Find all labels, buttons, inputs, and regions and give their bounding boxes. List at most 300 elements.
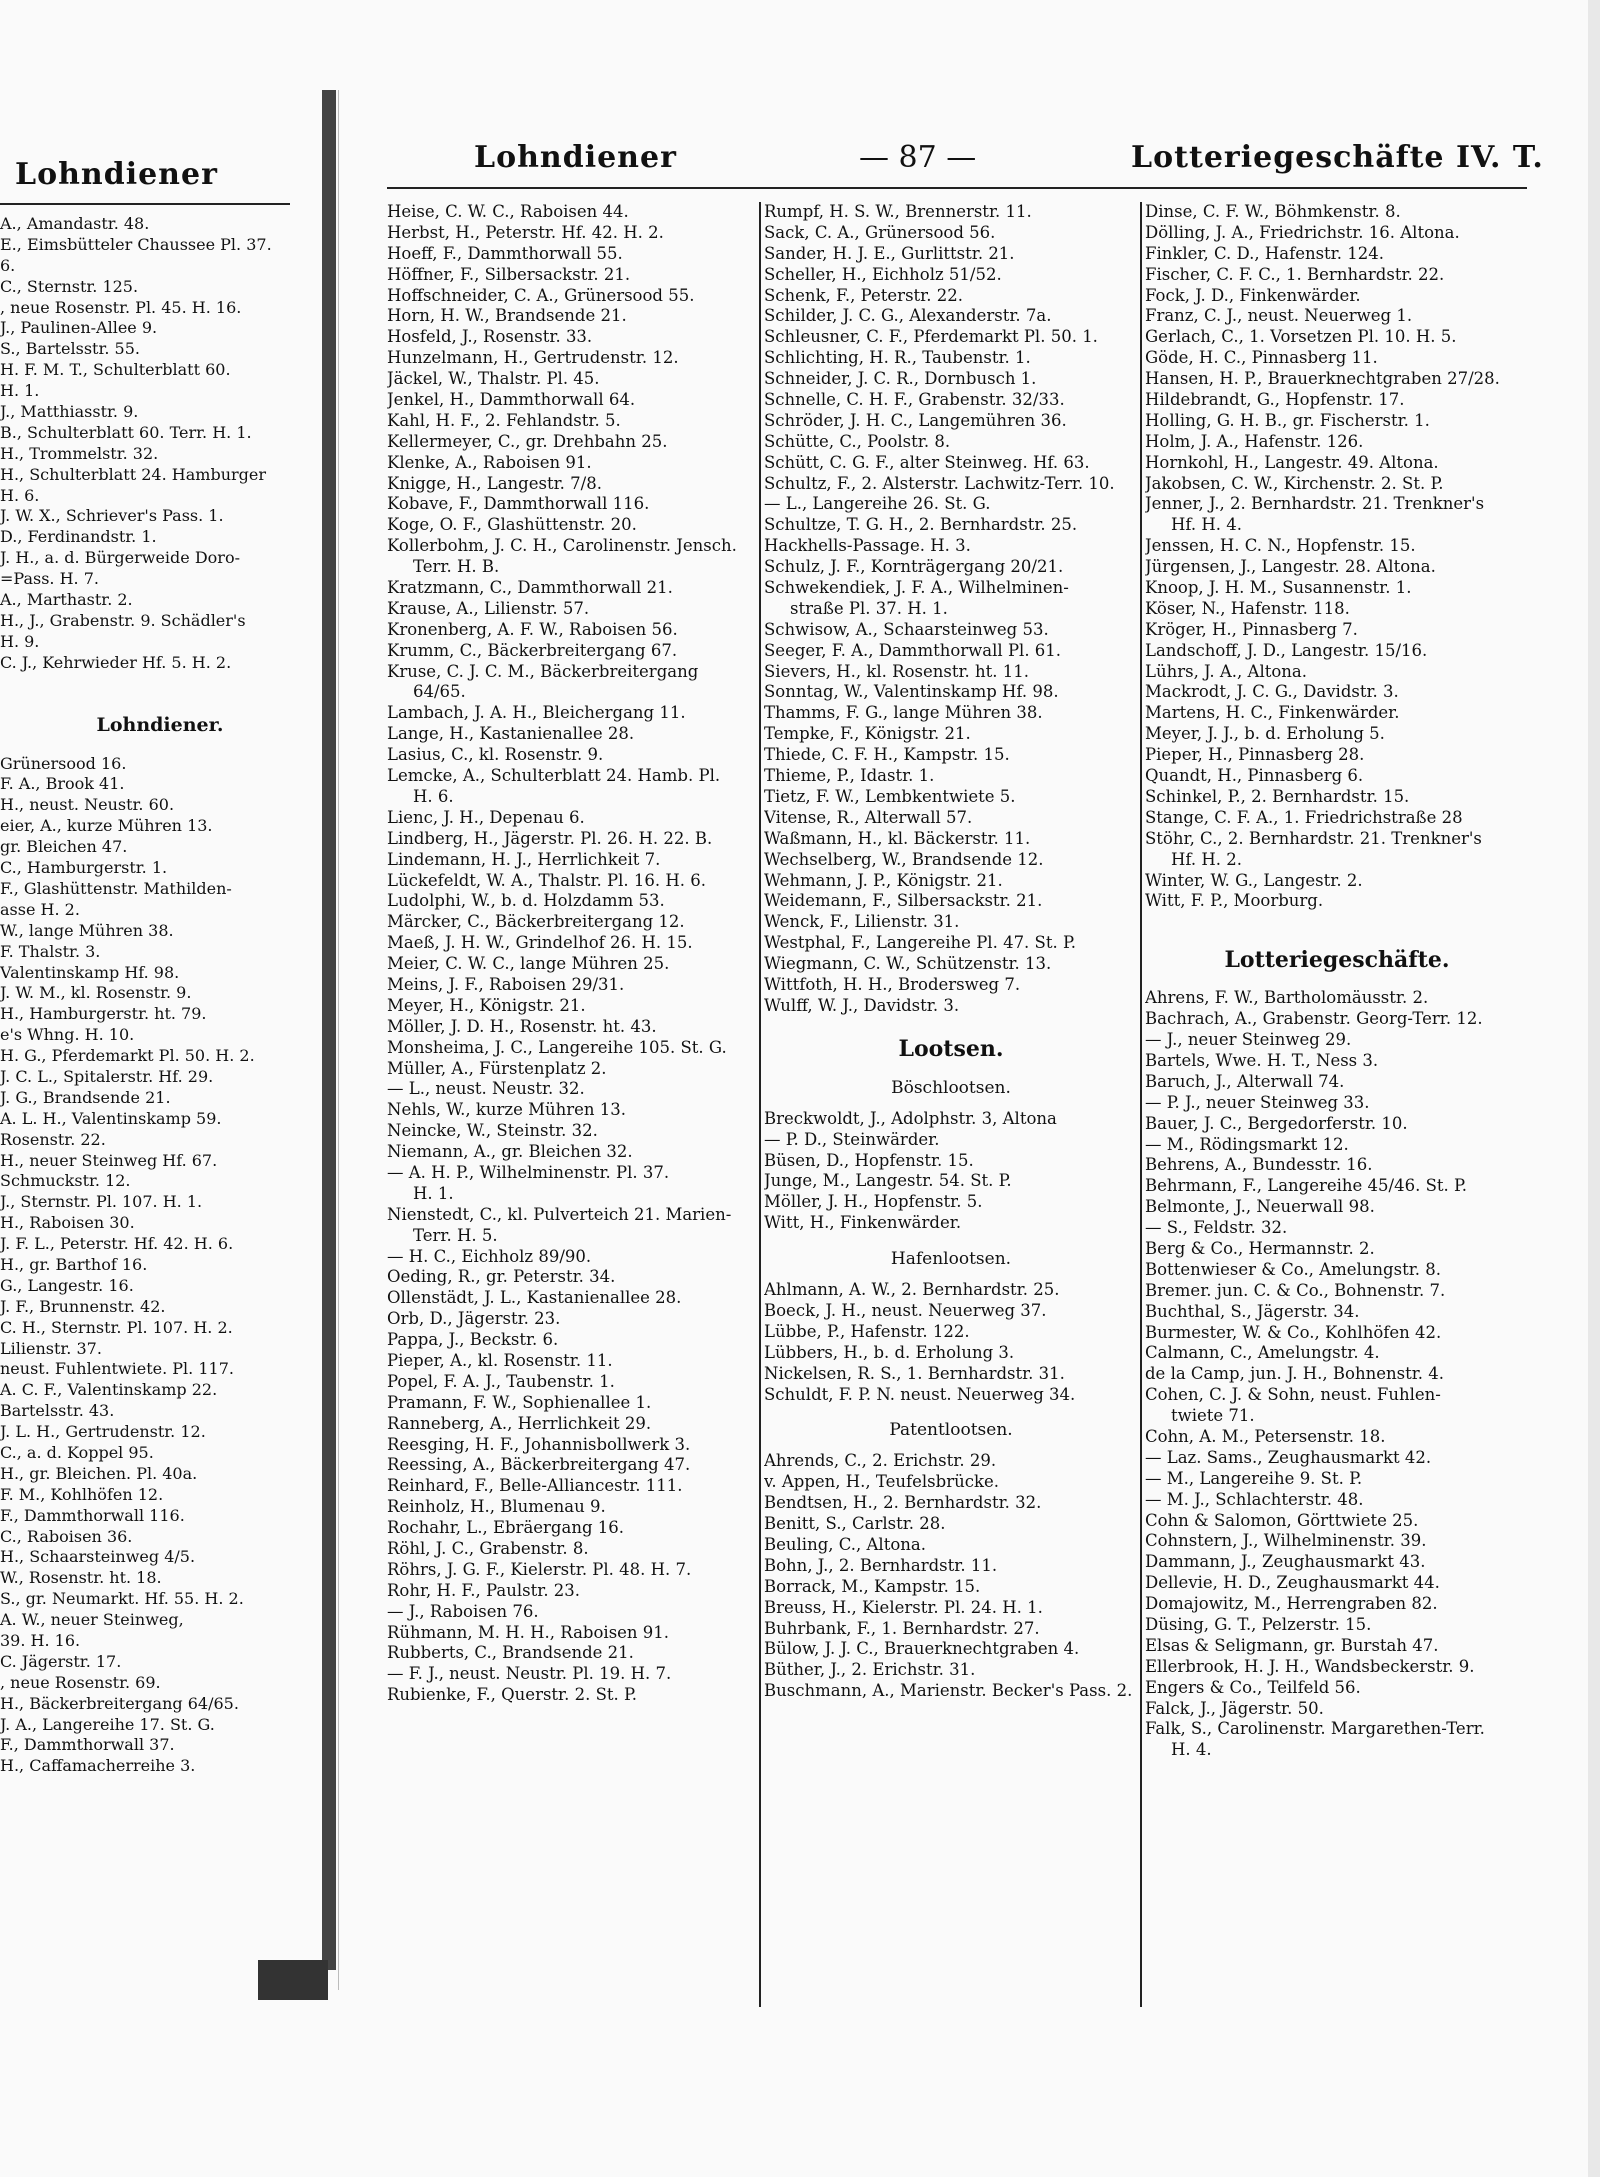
directory-entry: J. W. X., Schriever's Pass. 1.	[0, 506, 224, 526]
directory-entry: Burmester, W. & Co., Kohlhöfen 42.	[1145, 1322, 1442, 1342]
directory-entry: Cohen, C. J. & Sohn, neust. Fuhlen-	[1145, 1385, 1441, 1405]
directory-entry: H., neust. Neustr. 60.	[0, 795, 175, 815]
directory-entry: Witt, F. P., Moorburg.	[1145, 891, 1324, 911]
directory-entry: Calmann, C., Amelungstr. 4.	[1145, 1343, 1380, 1363]
directory-entry: Pramann, F. W., Sophienallee 1.	[387, 1392, 652, 1412]
directory-entry: Kollerbohm, J. C. H., Carolinenstr. Jensch.	[387, 536, 737, 556]
directory-entry: Falck, J., Jägerstr. 50.	[1145, 1698, 1324, 1718]
directory-entry: Ahlmann, A. W., 2. Bernhardstr. 25.	[764, 1280, 1060, 1300]
directory-entry: F., Dammthorwall 116.	[0, 1505, 185, 1525]
directory-entry: Schlichting, H. R., Taubenstr. 1.	[764, 348, 1031, 368]
directory-entry: H. 1.	[413, 1183, 454, 1203]
directory-entry: Waßmann, H., kl. Bäckerstr. 11.	[764, 828, 1031, 848]
directory-entry: Dinse, C. F. W., Böhmkenstr. 8.	[1145, 202, 1401, 221]
directory-entry: Dammann, J., Zeughausmarkt 43.	[1145, 1552, 1426, 1572]
directory-entry: Hunzelmann, H., Gertrudenstr. 12.	[387, 348, 679, 368]
directory-entry: , neue Rosenstr. Pl. 45. H. 16.	[0, 297, 242, 317]
directory-entry: Ranneberg, A., Herrlichkeit 29.	[387, 1413, 652, 1433]
directory-entry: J., Matthiasstr. 9.	[0, 402, 139, 422]
directory-entry: Jenssen, H. C. N., Hopfenstr. 15.	[1145, 536, 1416, 556]
directory-page	[338, 90, 1600, 1990]
directory-entry: Jürgensen, J., Langestr. 28. Altona.	[1145, 557, 1436, 577]
directory-entry: Behrens, A., Bundesstr. 16.	[1145, 1155, 1373, 1175]
directory-entry: Bottenwieser & Co., Amelungstr. 8.	[1145, 1259, 1442, 1279]
directory-entry: Winter, W. G., Langestr. 2.	[1145, 870, 1363, 890]
directory-entry: Belmonte, J., Neuerwall 98.	[1145, 1197, 1375, 1217]
directory-entry: Gerlach, C., 1. Vorsetzen Pl. 10. H. 5.	[1145, 327, 1457, 347]
directory-entry: Popel, F. A. J., Taubenstr. 1.	[387, 1371, 615, 1391]
directory-entry: Quandt, H., Pinnasberg 6.	[1145, 766, 1364, 786]
directory-entry: Benitt, S., Carlstr. 28.	[764, 1514, 946, 1534]
directory-entry: Jäckel, W., Thalstr. Pl. 45.	[387, 369, 600, 389]
directory-entry: Schulz, J. F., Kornträgergang 20/21.	[764, 557, 1064, 577]
subheading-boeschlootsen: Böschlootsen.	[891, 1077, 1011, 1098]
directory-entry: Hoffschneider, C. A., Grünersood 55.	[387, 285, 695, 305]
lotteriegeschaefte-list	[1145, 988, 1529, 1761]
directory-entry: Junge, M., Langestr. 54. St. P.	[764, 1171, 1012, 1191]
directory-entry: Buhrbank, F., 1. Bernhardstr. 27.	[764, 1618, 1040, 1638]
directory-entry: Scheller, H., Eichholz 51/52.	[764, 264, 1002, 284]
directory-entry: — Laz. Sams., Zeughausmarkt 42.	[1145, 1447, 1432, 1467]
directory-entry: W., Rosenstr. ht. 18.	[0, 1568, 162, 1588]
directory-entry: Buchthal, S., Jägerstr. 34.	[1145, 1301, 1360, 1321]
directory-entry: H., Raboisen 30.	[0, 1213, 135, 1233]
directory-entry: Krause, A., Lilienstr. 57.	[387, 598, 590, 618]
directory-entry: Thamms, F. G., lange Mühren 38.	[764, 703, 1043, 723]
directory-entry: F. M., Kohlhöfen 12.	[0, 1484, 164, 1504]
directory-entry: Cohn & Salomon, Görttwiete 25.	[1145, 1510, 1419, 1530]
directory-entry: Köser, N., Hafenstr. 118.	[1145, 598, 1350, 618]
directory-entry: H., Hamburgerstr. ht. 79.	[0, 1004, 207, 1024]
patentlootsen-list	[764, 1451, 1138, 1702]
directory-entry: Lübbers, H., b. d. Erholung 3.	[764, 1342, 1015, 1362]
directory-entry: Hf. H. 2.	[1171, 849, 1243, 869]
directory-entry: — M., Langereihe 9. St. P.	[1145, 1468, 1363, 1488]
directory-entry: straße Pl. 37. H. 1.	[790, 598, 948, 618]
directory-entry: Pieper, A., kl. Rosenstr. 11.	[387, 1350, 613, 1370]
section-heading-lootsen: Lootsen.	[898, 1035, 1004, 1062]
directory-entry: S., gr. Neumarkt. Hf. 55. H. 2.	[0, 1589, 244, 1609]
directory-entry: 39. H. 16.	[0, 1631, 81, 1650]
directory-entry: — L., Langereihe 26. St. G.	[764, 494, 991, 514]
directory-entry: Cohn, A. M., Petersenstr. 18.	[1145, 1426, 1386, 1446]
directory-entry: Fischer, C. F. C., 1. Bernhardstr. 22.	[1145, 264, 1445, 284]
column-3	[1145, 202, 1529, 1761]
directory-entry: Dölling, J. A., Friedrichstr. 16. Altona.	[1145, 222, 1460, 242]
directory-entry: Lambach, J. A. H., Bleichergang 11.	[387, 703, 686, 723]
directory-entry: Beuling, C., Altona.	[764, 1534, 926, 1554]
lohndiener-continued-list	[764, 202, 1138, 1017]
directory-entry: Maeß, J. H. W., Grindelhof 26. H. 15.	[387, 933, 693, 953]
header-rule	[387, 187, 1527, 189]
directory-entry: Heise, C. W. C., Raboisen 44.	[387, 202, 629, 221]
previous-page-fragment	[0, 95, 320, 1975]
directory-entry: Lange, H., Kastanienallee 28.	[387, 724, 635, 744]
directory-entry: H., Schulterblatt 24. Hamburger	[0, 464, 266, 484]
directory-entry: — H. C., Eichholz 89/90.	[387, 1246, 592, 1266]
directory-entry: Bartels, Wwe. H. T., Ness 3.	[1145, 1050, 1379, 1070]
directory-entry: Ahrends, C., 2. Erichstr. 29.	[764, 1451, 997, 1471]
directory-entry: Monsheima, J. C., Langereihe 105. St. G.	[387, 1037, 727, 1057]
directory-entry: Ludolphi, W., b. d. Holzdamm 53.	[387, 891, 665, 911]
directory-entry: Lührs, J. A., Altona.	[1145, 661, 1307, 681]
column-divider	[1140, 202, 1142, 2007]
directory-entry: B., Schulterblatt 60. Terr. H. 1.	[0, 422, 252, 442]
directory-entry: D., Ferdinandstr. 1.	[0, 527, 157, 547]
directory-entry: Hackhells-Passage. H. 3.	[764, 536, 971, 556]
directory-entry: — M. J., Schlachterstr. 48.	[1145, 1489, 1364, 1509]
directory-entry: H. 4.	[1171, 1740, 1212, 1760]
directory-entry: H., Caffamacherreihe 3.	[0, 1756, 196, 1776]
page-edge	[1588, 0, 1600, 2177]
directory-entry: Boeck, J. H., neust. Neuerweg 37.	[764, 1300, 1047, 1320]
directory-entry: Weidemann, F., Silbersackstr. 21.	[764, 891, 1043, 911]
directory-entry: Sander, H. J. E., Gurlittstr. 21.	[764, 243, 1015, 263]
directory-entry: Sievers, H., kl. Rosenstr. ht. 11.	[764, 661, 1030, 681]
directory-entry: H. 6.	[0, 485, 40, 505]
directory-entry: Hansen, H. P., Brauerknechtgraben 27/28.	[1145, 369, 1500, 389]
directory-entry: Falk, S., Carolinenstr. Margarethen-Terr.	[1145, 1719, 1485, 1739]
directory-entry: Schwekendiek, J. F. A., Wilhelminen-	[764, 578, 1069, 598]
directory-entry: neust. Fuhlentwiete. Pl. 117.	[0, 1359, 234, 1379]
directory-entry: Büther, J., 2. Erichstr. 31.	[764, 1660, 976, 1680]
directory-entry: Schütte, C., Poolstr. 8.	[764, 431, 951, 451]
directory-entry: — J., neuer Steinweg 29.	[1145, 1030, 1352, 1050]
directory-entry: 64/65.	[413, 682, 466, 702]
directory-entry: Röhl, J. C., Grabenstr. 8.	[387, 1539, 589, 1558]
directory-entry: H. 1.	[0, 381, 40, 401]
directory-entry: Berg & Co., Hermannstr. 2.	[1145, 1238, 1375, 1258]
directory-entry: — P. D., Steinwärder.	[764, 1129, 940, 1149]
directory-entry: Grünersood 16.	[0, 753, 127, 773]
directory-entry: W., lange Mühren 38.	[0, 920, 174, 940]
directory-entry: Nehls, W., kurze Mühren 13.	[387, 1100, 627, 1120]
directory-entry: Schröder, J. H. C., Langemühren 36.	[764, 410, 1067, 430]
directory-entry: — S., Feldstr. 32.	[1145, 1218, 1288, 1238]
directory-entry: F., Glashüttenstr. Mathilden-	[0, 878, 232, 898]
directory-entry: Lohndiener.	[96, 713, 224, 736]
directory-entry: Ollenstädt, J. L., Kastanienallee 28.	[387, 1288, 682, 1308]
directory-entry: Göde, H. C., Pinnasberg 11.	[1145, 348, 1378, 368]
directory-entry: J. L. H., Gertrudenstr. 12.	[0, 1422, 206, 1442]
directory-entry: 6.	[0, 255, 16, 275]
directory-entry: Orb, D., Jägerstr. 23.	[387, 1309, 561, 1329]
directory-entry: Jenkel, H., Dammthorwall 64.	[387, 390, 636, 410]
directory-entry: Rühmann, M. H. H., Raboisen 91.	[387, 1622, 670, 1642]
directory-entry: Westphal, F., Langereihe Pl. 47. St. P.	[764, 933, 1076, 953]
column-divider	[759, 202, 761, 2007]
directory-entry: Cohnstern, J., Wilhelminenstr. 39.	[1145, 1531, 1427, 1551]
directory-entry: G., Langestr. 16.	[0, 1275, 134, 1295]
directory-entry: Kellermeyer, C., gr. Drehbahn 25.	[387, 431, 668, 451]
directory-entry: — M., Rödingsmarkt 12.	[1145, 1134, 1349, 1154]
directory-entry: eier, A., kurze Mühren 13.	[0, 816, 213, 836]
directory-entry: Breckwoldt, J., Adolphstr. 3, Altona	[764, 1108, 1057, 1128]
directory-entry: Koge, O. F., Glashüttenstr. 20.	[387, 515, 637, 535]
page-number: — 87 —	[859, 140, 977, 175]
directory-entry: Oeding, R., gr. Peterstr. 34.	[387, 1267, 616, 1287]
directory-entry: twiete 71.	[1171, 1406, 1255, 1426]
directory-entry: Bauer, J. C., Bergedorferstr. 10.	[1145, 1113, 1408, 1133]
running-head-left: Lohndiener	[474, 140, 677, 175]
directory-entry: Hf. H. 4.	[1171, 515, 1243, 535]
left-page-header: Lohndiener	[15, 157, 218, 192]
directory-entry: Meins, J. F., Raboisen 29/31.	[387, 974, 625, 994]
directory-entry: J., Sternstr. Pl. 107. H. 1.	[0, 1192, 203, 1212]
directory-entry: Lemcke, A., Schulterblatt 24. Hamb. Pl.	[387, 766, 721, 786]
directory-entry: H., neuer Steinweg Hf. 67.	[0, 1150, 218, 1170]
directory-entry: Rubberts, C., Brandsende 21.	[387, 1643, 634, 1663]
directory-entry: Wenck, F., Lilienstr. 31.	[764, 912, 960, 932]
directory-entry: Möller, J. H., Hopfenstr. 5.	[764, 1192, 983, 1212]
directory-entry: Buschmann, A., Marienstr. Becker's Pass. 2.	[764, 1681, 1133, 1701]
directory-entry: Märcker, C., Bäckerbreitergang 12.	[387, 912, 685, 932]
directory-entry: Ahrens, F. W., Bartholomäusstr. 2.	[1145, 988, 1429, 1008]
subheading-patentlootsen: Patentlootsen.	[889, 1420, 1013, 1441]
directory-entry: Höffner, F., Silbersackstr. 21.	[387, 264, 631, 284]
directory-entry: — J., Raboisen 76.	[387, 1601, 539, 1621]
directory-entry: J. F. L., Peterstr. Hf. 42. H. 6.	[0, 1234, 234, 1254]
directory-entry: Ellerbrook, H. J. H., Wandsbeckerstr. 9.	[1145, 1656, 1475, 1676]
directory-entry: Pappa, J., Beckstr. 6.	[387, 1330, 559, 1350]
directory-entry: F., Dammthorwall 37.	[0, 1735, 175, 1755]
directory-entry: Düsing, G. T., Pelzerstr. 15.	[1145, 1615, 1372, 1634]
directory-entry: Fock, J. D., Finkenwärder.	[1145, 285, 1361, 305]
directory-entry: Domajowitz, M., Herrengraben 82.	[1145, 1594, 1438, 1614]
directory-entry: Meyer, H., Königstr. 21.	[387, 995, 586, 1015]
directory-entry: Schenk, F., Peterstr. 22.	[764, 285, 963, 305]
directory-entry: Sack, C. A., Grünersood 56.	[764, 222, 996, 242]
directory-entry: Jenner, J., 2. Bernhardstr. 21. Trenkner's	[1145, 494, 1485, 514]
directory-entry: Hosfeld, J., Rosenstr. 33.	[387, 327, 593, 347]
directory-entry: Meier, C. W. C., lange Mühren 25.	[387, 954, 670, 974]
directory-entry: A., Amandastr. 48.	[0, 214, 150, 233]
directory-entry: H., gr. Barthof 16.	[0, 1254, 148, 1274]
directory-entry: Niemann, A., gr. Bleichen 32.	[387, 1142, 633, 1162]
directory-entry: Vitense, R., Alterwall 57.	[764, 807, 973, 827]
directory-entry: C. J., Kehrwieder Hf. 5. H. 2.	[0, 652, 232, 672]
directory-entry: C., Sternstr. 125.	[0, 276, 139, 296]
directory-entry: Schwisow, A., Schaarsteinweg 53.	[764, 619, 1049, 639]
directory-entry: Schuldt, F. P. N. neust. Neuerweg 34.	[764, 1384, 1076, 1404]
directory-entry: Reesging, H. F., Johannisbollwerk 3.	[387, 1434, 691, 1454]
directory-entry: F. Thalstr. 3.	[0, 941, 101, 961]
directory-entry: Schultze, T. G. H., 2. Bernhardstr. 25.	[764, 515, 1078, 535]
directory-entry: Stöhr, C., 2. Bernhardstr. 21. Trenkner's	[1145, 828, 1482, 848]
directory-entry: Lienc, J. H., Depenau 6.	[387, 807, 585, 827]
directory-entry: A. W., neuer Steinweg,	[0, 1610, 184, 1630]
directory-entry: H., Schaarsteinweg 4/5.	[0, 1547, 196, 1567]
directory-entry: Schultz, F., 2. Alsterstr. Lachwitz-Terr. 10.	[764, 473, 1115, 493]
directory-entry: Witt, H., Finkenwärder.	[764, 1213, 962, 1233]
directory-entry: J. G., Brandsende 21.	[0, 1087, 171, 1107]
directory-entry: Lübbe, P., Hafenstr. 122.	[764, 1321, 970, 1341]
directory-entry: e's Whng. H. 10.	[0, 1025, 135, 1045]
directory-entry: Klenke, A., Raboisen 91.	[387, 452, 592, 472]
directory-entry: A. C. F., Valentinskamp 22.	[0, 1380, 218, 1400]
directory-entry: Müller, A., Fürstenplatz 2.	[387, 1058, 607, 1078]
directory-entry: Martens, H. C., Finkenwärder.	[1145, 703, 1400, 723]
directory-entry: Bremer. jun. C. & Co., Bohnenstr. 7.	[1145, 1280, 1446, 1300]
directory-entry: A., Marthastr. 2.	[0, 590, 133, 610]
directory-entry: — P. J., neuer Steinweg 33.	[1145, 1092, 1370, 1112]
directory-entry: Mackrodt, J. C. G., Davidstr. 3.	[1145, 682, 1399, 702]
directory-entry: Bülow, J. J. C., Brauerknechtgraben 4.	[764, 1639, 1080, 1659]
directory-entry: Behrmann, F., Langereihe 45/46. St. P.	[1145, 1176, 1468, 1196]
directory-entry: Meyer, J. J., b. d. Erholung 5.	[1145, 724, 1385, 744]
directory-entry: — L., neust. Neustr. 32.	[387, 1079, 585, 1099]
directory-entry: Hoeff, F., Dammthorwall 55.	[387, 243, 623, 263]
directory-entry: Tietz, F. W., Lembkentwiete 5.	[764, 786, 1016, 806]
directory-entry: Lückefeldt, W. A., Thalstr. Pl. 16. H. 6.	[387, 870, 707, 890]
directory-entry: Wehmann, J. P., Königstr. 21.	[764, 870, 1003, 890]
boeschlootsen-list	[764, 1109, 1138, 1234]
hafenlootsen-list	[764, 1280, 1138, 1405]
directory-entry: Sonntag, W., Valentinskamp Hf. 98.	[764, 682, 1059, 702]
directory-entry: Kruse, C. J. C. M., Bäckerbreitergang	[387, 661, 699, 681]
directory-entry	[0, 673, 320, 693]
gutter-shadow	[258, 1960, 328, 2000]
directory-entry: Pieper, H., Pinnasberg 28.	[1145, 745, 1365, 765]
directory-entry: Schleusner, C. F., Pferdemarkt Pl. 50. 1.	[764, 327, 1098, 347]
directory-entry: Herbst, H., Peterstr. Hf. 42. H. 2.	[387, 222, 664, 242]
directory-entry: Kronenberg, A. F. W., Raboisen 56.	[387, 619, 678, 639]
directory-entry: Wulff, W. J., Davidstr. 3.	[764, 995, 960, 1015]
directory-entry: Kobave, F., Dammthorwall 116.	[387, 494, 650, 514]
directory-entry: C. Jägerstr. 17.	[0, 1651, 122, 1671]
directory-entry: E., Eimsbütteler Chaussee Pl. 37.	[0, 234, 272, 254]
directory-entry: Röhrs, J. G. F., Kielerstr. Pl. 48. H. 7.	[387, 1559, 692, 1579]
directory-entry: H., gr. Bleichen. Pl. 40a.	[0, 1463, 198, 1483]
directory-entry: Bachrach, A., Grabenstr. Georg-Terr. 12.	[1145, 1009, 1483, 1029]
directory-entry: Reinholz, H., Blumenau 9.	[387, 1497, 606, 1517]
directory-entry: J. C. L., Spitalerstr. Hf. 29.	[0, 1066, 214, 1086]
directory-entry: J., Paulinen-Allee 9.	[0, 318, 158, 338]
directory-entry: Wittfoth, H. H., Brodersweg 7.	[764, 974, 1021, 994]
directory-entry: J. F., Brunnenstr. 42.	[0, 1296, 166, 1316]
directory-entry: Rumpf, H. S. W., Brennerstr. 11.	[764, 202, 1032, 221]
directory-entry: Horn, H. W., Brandsende 21.	[387, 306, 627, 326]
directory-entry: Tempke, F., Königstr. 21.	[764, 724, 971, 744]
directory-entry: C., a. d. Koppel 95.	[0, 1442, 154, 1462]
directory-entry: Landschoff, J. D., Langestr. 15/16.	[1145, 640, 1428, 660]
directory-entry: Breuss, H., Kielerstr. Pl. 24. H. 1.	[764, 1597, 1043, 1617]
directory-entry: Kahl, H. F., 2. Fehlandstr. 5.	[387, 410, 621, 430]
column-2	[764, 202, 1138, 1702]
directory-entry: Terr. H. B.	[413, 557, 500, 577]
directory-entry: Neincke, W., Steinstr. 32.	[387, 1121, 598, 1141]
directory-entry: Kratzmann, C., Dammthorwall 21.	[387, 578, 673, 598]
directory-entry: Reessing, A., Bäckerbreitergang 47.	[387, 1455, 691, 1475]
directory-entry: H. F. M. T., Schulterblatt 60.	[0, 360, 231, 380]
directory-entry: Nickelsen, R. S., 1. Bernhardstr. 31.	[764, 1363, 1065, 1383]
directory-entry: gr. Bleichen 47.	[0, 837, 128, 857]
directory-entry: J. H., a. d. Bürgerweide Doro-	[0, 548, 240, 568]
directory-entry: Elsas & Seligmann, gr. Burstah 47.	[1145, 1635, 1439, 1655]
directory-entry: Franz, C. J., neust. Neuerweg 1.	[1145, 306, 1413, 326]
directory-entry: Rohr, H. F., Paulstr. 23.	[387, 1580, 581, 1600]
directory-entry: C., Hamburgerstr. 1.	[0, 858, 168, 878]
directory-entry: Bohn, J., 2. Bernhardstr. 11.	[764, 1555, 998, 1575]
directory-entry: H., J., Grabenstr. 9. Schädler's	[0, 610, 246, 630]
directory-entry: Hildebrandt, G., Hopfenstr. 17.	[1145, 390, 1405, 410]
directory-entry: — F. J., neust. Neustr. Pl. 19. H. 7.	[387, 1664, 672, 1684]
directory-entry: H. G., Pferdemarkt Pl. 50. H. 2.	[0, 1046, 255, 1066]
directory-entry: Lasius, C., kl. Rosenstr. 9.	[387, 745, 604, 765]
directory-entry: Schinkel, P., 2. Bernhardstr. 15.	[1145, 786, 1410, 806]
directory-entry: Möller, J. D. H., Rosenstr. ht. 43.	[387, 1016, 657, 1036]
directory-entry: A. L. H., Valentinskamp 59.	[0, 1108, 222, 1128]
directory-entry: Valentinskamp Hf. 98.	[0, 962, 180, 982]
directory-entry: de la Camp, jun. J. H., Bohnenstr. 4.	[1145, 1364, 1445, 1384]
directory-entry: Knoop, J. H. M., Susannenstr. 1.	[1145, 578, 1412, 598]
directory-entry: Finkler, C. D., Hafenstr. 124.	[1145, 243, 1384, 263]
directory-entry: Lindemann, H. J., Herrlichkeit 7.	[387, 849, 661, 869]
directory-entry: Wechselberg, W., Brandsende 12.	[764, 849, 1044, 869]
lootsen-continued-list	[1145, 202, 1529, 912]
directory-entry: Bendtsen, H., 2. Bernhardstr. 32.	[764, 1493, 1042, 1513]
directory-entry: Knigge, H., Langestr. 7/8.	[387, 473, 602, 493]
directory-entry: Wiegmann, C. W., Schützenstr. 13.	[764, 954, 1052, 974]
running-head-right: Lotteriegeschäfte IV. T.	[1131, 140, 1544, 175]
directory-entry: Engers & Co., Teilfeld 56.	[1145, 1677, 1361, 1697]
directory-entry: C. H., Sternstr. Pl. 107. H. 2.	[0, 1317, 233, 1337]
directory-entry: J. W. M., kl. Rosenstr. 9.	[0, 983, 192, 1003]
directory-entry: S., Bartelsstr. 55.	[0, 339, 140, 359]
directory-entry: Dellevie, H. D., Zeughausmarkt 44.	[1145, 1573, 1440, 1593]
directory-entry: =Pass. H. 7.	[0, 569, 99, 589]
directory-entry: Lilienstr. 37.	[0, 1338, 102, 1358]
directory-entry: H., Bäckerbreitergang 64/65.	[0, 1693, 239, 1713]
directory-entry: Kröger, H., Pinnasberg 7.	[1145, 619, 1358, 639]
directory-entry: F. A., Brook 41.	[0, 774, 125, 794]
directory-entry: Baruch, J., Alterwall 74.	[1145, 1071, 1345, 1091]
directory-entry: asse H. 2.	[0, 899, 80, 919]
directory-entry: Stange, C. F. A., 1. Friedrichstraße 28	[1145, 807, 1463, 827]
directory-entry: Nienstedt, C., kl. Pulverteich 21. Marien-	[387, 1204, 732, 1224]
directory-entry: Schmuckstr. 12.	[0, 1171, 131, 1191]
directory-entry: Bartelsstr. 43.	[0, 1401, 115, 1421]
directory-entry: H., Trommelstr. 32.	[0, 443, 159, 463]
directory-entry: Reinhard, F., Belle-Alliancestr. 111.	[387, 1476, 683, 1496]
directory-entry: C., Raboisen 36.	[0, 1526, 133, 1546]
directory-entry: H. 6.	[413, 786, 454, 806]
directory-entry: Holm, J. A., Hafenstr. 126.	[1145, 431, 1364, 451]
left-page-rule	[0, 203, 290, 205]
directory-entry: H. 9.	[0, 631, 40, 651]
directory-entry: , neue Rosenstr. 69.	[0, 1672, 161, 1692]
directory-entry: Büsen, D., Hopfenstr. 15.	[764, 1150, 974, 1170]
directory-entry: Seeger, F. A., Dammthorwall Pl. 61.	[764, 640, 1062, 660]
directory-entry: Schneider, J. C. R., Dornbusch 1.	[764, 369, 1037, 389]
directory-entry: Krumm, C., Bäckerbreitergang 67.	[387, 640, 678, 660]
directory-entry: v. Appen, H., Teufelsbrücke.	[764, 1472, 999, 1492]
directory-entry: — A. H. P., Wilhelminenstr. Pl. 37.	[387, 1162, 670, 1182]
left-page-text	[0, 213, 320, 1776]
directory-entry: Terr. H. 5.	[413, 1225, 498, 1245]
directory-entry: Rubienke, F., Querstr. 2. St. P.	[387, 1685, 638, 1705]
directory-entry: Hornkohl, H., Langestr. 49. Altona.	[1145, 452, 1439, 472]
subheading-hafenlootsen: Hafenlootsen.	[890, 1249, 1012, 1270]
directory-entry: Rosenstr. 22.	[0, 1129, 106, 1149]
directory-entry: Jakobsen, C. W., Kirchenstr. 2. St. P.	[1145, 473, 1444, 493]
directory-entry: Schnelle, C. H. F., Grabenstr. 32/33.	[764, 390, 1065, 410]
book-gutter	[322, 90, 336, 1970]
directory-entry: Borrack, M., Kampstr. 15.	[764, 1576, 981, 1596]
column-1	[387, 202, 757, 1706]
directory-entry: J. A., Langereihe 17. St. G.	[0, 1714, 215, 1734]
directory-entry: Thieme, P., Idastr. 1.	[764, 766, 935, 786]
